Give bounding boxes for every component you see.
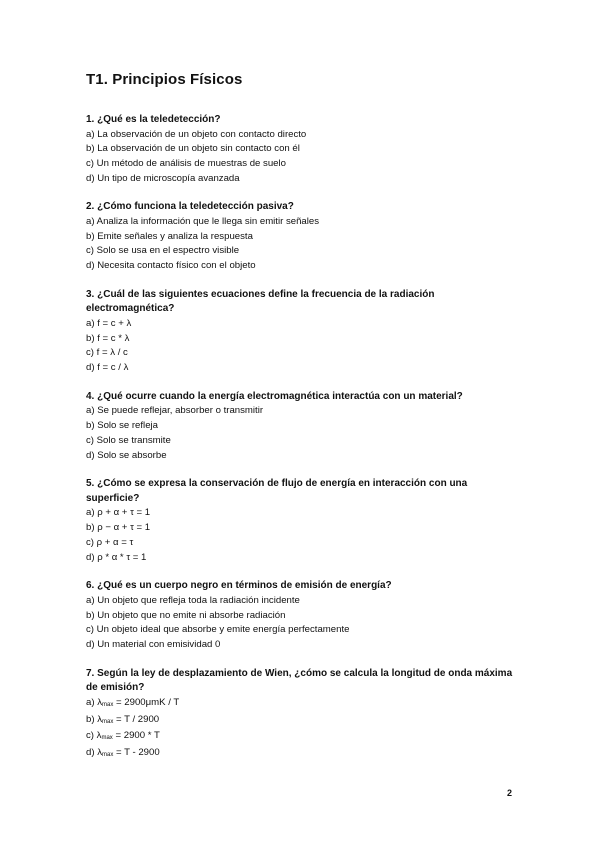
question-text: 7. Según la ley de desplazamiento de Wien, ¿cómo se calcula la longitud de onda máxima de emisión?: [86, 667, 513, 694]
option-b: b) Emite señales y analiza la respuesta: [86, 230, 253, 242]
option-b: b) $\lambda_{max} = T / 2900$: [86, 713, 160, 725]
option-c: c) Solo se transmite: [86, 434, 171, 446]
option-c: c) Solo se usa en el espectro visible: [86, 245, 240, 257]
option-a: a) Un objeto que refleja toda la radiación incidente: [86, 594, 300, 606]
option-b: b) Un objeto que no emite ni absorbe radiación: [86, 609, 286, 621]
option-a: a) $\lambda_{max} = 2900\mu mK / T$: [86, 696, 180, 708]
option-d: d) Necesita contacto físico con el objeto: [86, 260, 256, 272]
option-a: a) Analiza la información que le llega sin emitir señales: [86, 216, 320, 227]
option-c: c) ρ + α = τ: [86, 536, 134, 548]
option-c: c) f = λ / c: [86, 347, 128, 359]
question-text: 3. ¿Cuál de las siguientes ecuaciones define la frecuencia de la radiación electromagnética?: [86, 288, 435, 315]
page-title: T1. Principios Físicos: [86, 71, 243, 88]
option-a: a) Se puede reflejar, absorber o transmitir: [86, 405, 264, 417]
question-5: [86, 477, 516, 565]
option-c: c) $\lambda_{max} = 2900 * T$: [86, 730, 160, 742]
question-6: [86, 579, 516, 652]
questions-list: [86, 113, 516, 777]
option-b: b) La observación de un objeto sin contacto con él: [86, 143, 300, 155]
option-d: d) Un material con emisividad 0: [86, 638, 221, 650]
option-d: d) ρ * α * τ = 1: [86, 551, 147, 563]
question-1: [86, 113, 516, 186]
question-text: 2. ¿Cómo funciona la teledetección pasiva?: [86, 201, 294, 213]
question-text: 1. ¿Qué es la teledetección?: [86, 114, 221, 125]
option-b: b) Solo se refleja: [86, 420, 158, 432]
option-a: a) f = c + λ: [86, 318, 132, 329]
option-d: d) f = c / λ: [86, 362, 129, 374]
option-b: b) ρ − α + τ = 1: [86, 522, 151, 534]
option-c: c) Un método de análisis de muestras de suelo: [86, 158, 286, 169]
option-d: d) Un tipo de microscopía avanzada: [86, 172, 240, 184]
page-number: 2: [507, 788, 513, 798]
option-a: a) La observación de un objeto con contacto directo: [86, 128, 307, 140]
question-3: [86, 288, 516, 376]
question-4: [86, 390, 516, 463]
question-text: 6. ¿Qué es un cuerpo negro en términos de emisión de energía?: [86, 580, 392, 592]
option-d: d) $\lambda_{max} = T - 2900$: [86, 746, 160, 758]
option-b: b) f = c * λ: [86, 332, 130, 344]
question-text: 4. ¿Qué ocurre cuando la energía electromagnética interactúa con un material?: [86, 390, 463, 402]
option-d: d) Solo se absorbe: [86, 449, 167, 461]
question-text: 5. ¿Cómo se expresa la conservación de flujo de energía en interacción con una superficie?: [86, 478, 468, 504]
question-7: [86, 667, 516, 763]
option-c: c) Un objeto ideal que absorbe y emite energía perfectamente: [86, 624, 350, 636]
question-2: [86, 200, 516, 273]
option-a: a) ρ + α + τ = 1: [86, 507, 151, 519]
